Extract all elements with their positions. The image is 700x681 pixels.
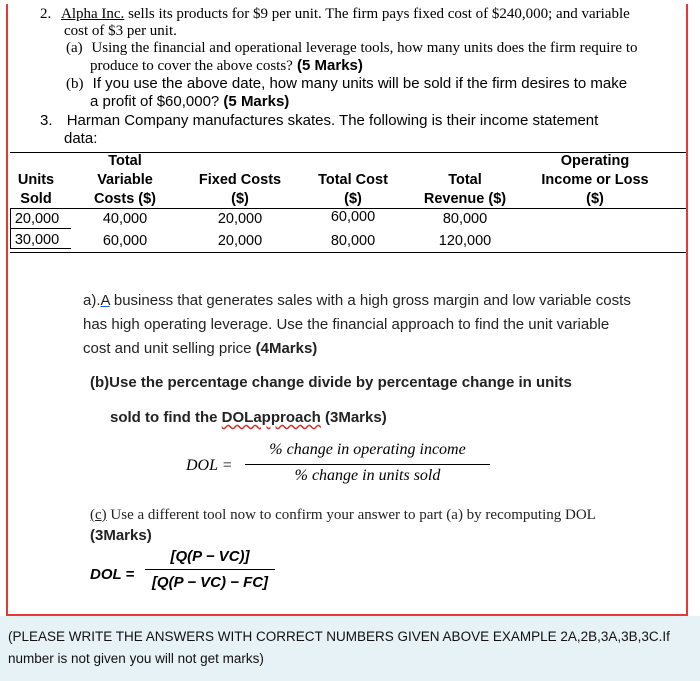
header-tc-l2: ($) bbox=[344, 191, 362, 207]
footer-line1: (PLEASE WRITE THE ANSWERS WITH CORRECT NUMBERS GIVEN ABOVE EXAMPLE 2A,2B,3A,3B,3C.If bbox=[8, 629, 670, 644]
part-a-text bbox=[83, 289, 683, 361]
q3-number: 3. bbox=[40, 112, 53, 129]
q2-number: 2. bbox=[40, 6, 52, 22]
header-tr-l2: Revenue ($) bbox=[423, 191, 507, 207]
q2-b-text2: a profit of $60,000? bbox=[90, 93, 220, 110]
q2-a-text2: produce to cover the above costs? bbox=[90, 58, 293, 74]
row2-total-variable-costs: 60,000 bbox=[102, 233, 148, 249]
formula-b-denominator: % change in units sold bbox=[294, 467, 441, 484]
q2-line1-rest: sells its products for $9 per unit. The firm pays fixed cost of $240,000; and variable bbox=[124, 6, 630, 22]
part-b-dol-approach: DOLapproach bbox=[221, 409, 321, 426]
header-tvc-l2: Variable bbox=[97, 172, 153, 188]
header-units-sold bbox=[10, 171, 62, 209]
header-fixed-costs bbox=[185, 171, 295, 209]
row2-fixed-costs: 20,000 bbox=[217, 233, 263, 249]
formula-c-fraction-bar bbox=[145, 569, 275, 570]
formula-c-lhs: DOL = bbox=[90, 566, 135, 583]
q3-line2: data: bbox=[64, 130, 98, 147]
q2-part-b-line2 bbox=[90, 93, 289, 110]
part-b-line2 bbox=[110, 409, 387, 426]
part-a-label-underlined: A bbox=[100, 292, 110, 309]
q2-line1 bbox=[40, 6, 630, 23]
table-bottom-rule bbox=[10, 252, 686, 253]
row1-total-cost: 60,000 bbox=[330, 209, 376, 225]
row1-total-variable-costs: 40,000 bbox=[102, 211, 148, 227]
header-units-sold-l2: Sold bbox=[20, 191, 52, 207]
part-c-line1 bbox=[90, 507, 596, 524]
formula-b-lhs: DOL = bbox=[186, 457, 233, 474]
part-a-line2: has high operating leverage. Use the financial approach to find the unit variable bbox=[83, 316, 610, 333]
header-total-cost bbox=[303, 171, 403, 209]
header-oi-l3: ($) bbox=[586, 191, 604, 207]
part-b-line1: (b)Use the percentage change divide by percentage change in units bbox=[90, 374, 572, 391]
header-total-revenue bbox=[410, 171, 520, 209]
q2-b-prefix: (b) bbox=[66, 76, 84, 92]
row1-total-revenue: 80,000 bbox=[442, 211, 488, 227]
q3-text1: Harman Company manufactures skates. The following is their income statement bbox=[66, 112, 599, 129]
formula-c-denominator: [Q(P − VC) − FC] bbox=[151, 574, 269, 591]
header-oi-l2: Income or Loss bbox=[541, 172, 649, 188]
q2-line2: cost of $3 per unit. bbox=[64, 23, 177, 39]
formula-b-numerator: % change in operating income bbox=[269, 441, 466, 458]
part-a-label: a). bbox=[83, 292, 101, 309]
q2-part-a-line1 bbox=[66, 40, 638, 57]
row1-fixed-costs: 20,000 bbox=[217, 211, 263, 227]
q3-line1 bbox=[40, 112, 598, 129]
header-tc-l1: Total Cost bbox=[318, 172, 388, 188]
q2-part-a-line2 bbox=[90, 57, 363, 75]
part-a-line3 bbox=[83, 337, 683, 361]
q2-company: Alpha Inc. bbox=[61, 6, 125, 22]
footer-line2: number is not given you will not get marks) bbox=[8, 651, 264, 666]
header-units-sold-l1: Units bbox=[17, 172, 55, 188]
part-c-marks: (3Marks) bbox=[90, 527, 152, 544]
part-c-label: (c) bbox=[90, 507, 107, 523]
q2-b-text1: If you use the above date, how many units will be sold if the firm desires to make bbox=[92, 75, 628, 92]
q2-a-marks: (5 Marks) bbox=[292, 57, 363, 74]
q2-b-marks: (5 Marks) bbox=[219, 93, 290, 110]
part-a-line1 bbox=[83, 289, 683, 313]
header-oi-l1: Operating bbox=[560, 153, 630, 169]
part-c-text: Use a different tool now to confirm your answer to part (a) by recomputing DOL bbox=[106, 507, 596, 523]
q2-a-prefix: (a) bbox=[66, 40, 83, 56]
row2-total-cost: 80,000 bbox=[330, 233, 376, 249]
q2-a-text1: Using the financial and operational leverage tools, how many units does the firm require to bbox=[91, 40, 638, 56]
header-fc-l1: Fixed Costs bbox=[198, 172, 282, 188]
q2-part-b-line1 bbox=[66, 75, 627, 93]
row2-units-sold: 30,000 bbox=[14, 232, 60, 248]
part-a-text-line1: business that generates sales with a high gross margin and low variable costs bbox=[109, 292, 631, 309]
header-total-variable-costs bbox=[80, 152, 170, 209]
part-b-line2-prefix: sold to find the bbox=[110, 409, 222, 426]
header-tvc-l1: Total bbox=[108, 153, 142, 169]
header-operating-income bbox=[530, 152, 660, 209]
row2-total-revenue: 120,000 bbox=[438, 233, 492, 249]
header-tvc-l3: Costs ($) bbox=[93, 191, 157, 207]
formula-b-fraction-bar bbox=[245, 464, 490, 465]
row1-units-sold: 20,000 bbox=[14, 211, 60, 227]
header-tr-l1: Total bbox=[448, 172, 482, 188]
part-a-text-line3: cost and unit selling price bbox=[83, 340, 256, 357]
formula-c-numerator: [Q(P − VC)] bbox=[170, 548, 250, 565]
part-a-marks: (4Marks) bbox=[255, 340, 318, 357]
header-fc-l2: ($) bbox=[231, 191, 249, 207]
part-b-marks: (3Marks) bbox=[320, 409, 387, 426]
footer-instructions bbox=[0, 616, 700, 681]
